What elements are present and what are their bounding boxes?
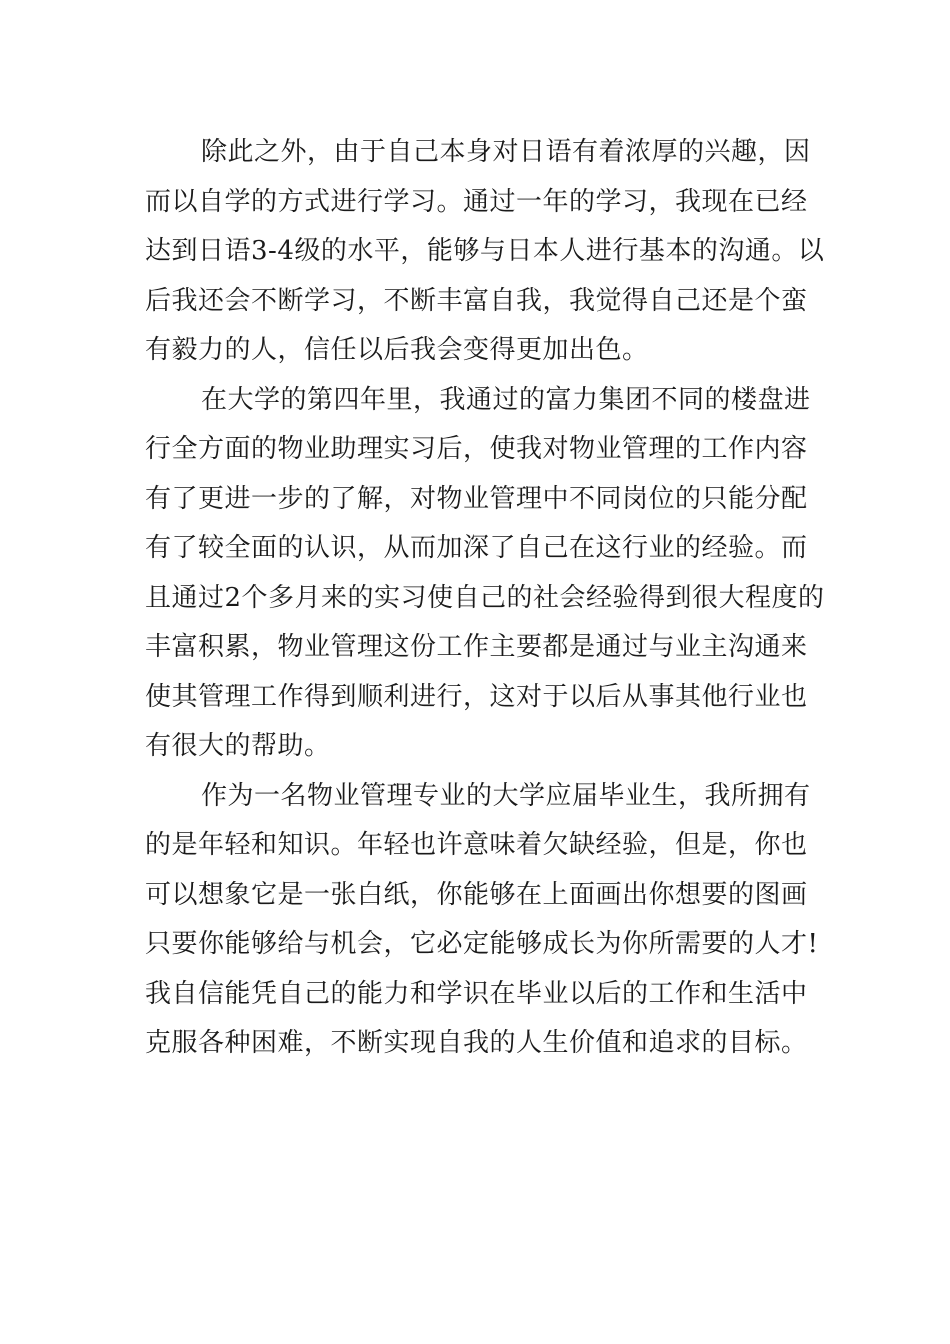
text-line: 有了较全面的认识，从而加深了自己在这行业的经验。而 [145, 533, 808, 563]
paragraph-conclusion [145, 772, 819, 1069]
text-line: 行全方面的物业助理实习后，使我对物业管理的工作内容 [145, 434, 808, 464]
text-line: 有毅力的人，信任以后我会变得更加出色。 [145, 335, 649, 365]
paragraph-internship [145, 376, 825, 772]
text-line: 丰富积累，物业管理这份工作主要都是通过与业主沟通来 [145, 632, 808, 662]
text-line: 而以自学的方式进行学习。通过一年的学习，我现在已经 [145, 186, 808, 217]
text-line: 在大学的第四年里，我通过的富力集团不同的楼盘进 [201, 384, 811, 415]
text-line: 且通过2个多月来的实习使自己的社会经验得到很大程度的 [145, 582, 825, 613]
text-line: 我自信能凭自己的能力和学识在毕业以后的工作和生活中 [145, 978, 808, 1009]
text-line: 除此之外，由于自己本身对日语有着浓厚的兴趣，因 [201, 137, 811, 167]
text-line: 只要你能够给与机会，它必定能够成长为你所需要的人才! [145, 929, 819, 959]
paragraph-japanese-study [145, 128, 825, 376]
text-line: 达到日语3-4级的水平，能够与日本人进行基本的沟通。以 [145, 236, 825, 266]
text-line: 的是年轻和知识。年轻也许意味着欠缺经验，但是，你也 [145, 830, 808, 860]
text-line: 有很大的帮助。 [145, 731, 331, 761]
text-line: 作为一名物业管理专业的大学应届毕业生，我所拥有 [201, 780, 811, 811]
text-line: 后我还会不断学习，不断丰富自我，我觉得自己还是个蛮 [145, 285, 808, 316]
document-body [145, 128, 825, 1069]
text-line: 有了更进一步的了解，对物业管理中不同岗位的只能分配 [145, 483, 808, 514]
text-line: 可以想象它是一张白纸，你能够在上面画出你想要的图画 [145, 879, 808, 910]
text-line: 使其管理工作得到顺利进行，这对于以后从事其他行业也 [145, 681, 808, 712]
text-line: 克服各种困难，不断实现自我的人生价值和追求的目标。 [145, 1028, 808, 1058]
